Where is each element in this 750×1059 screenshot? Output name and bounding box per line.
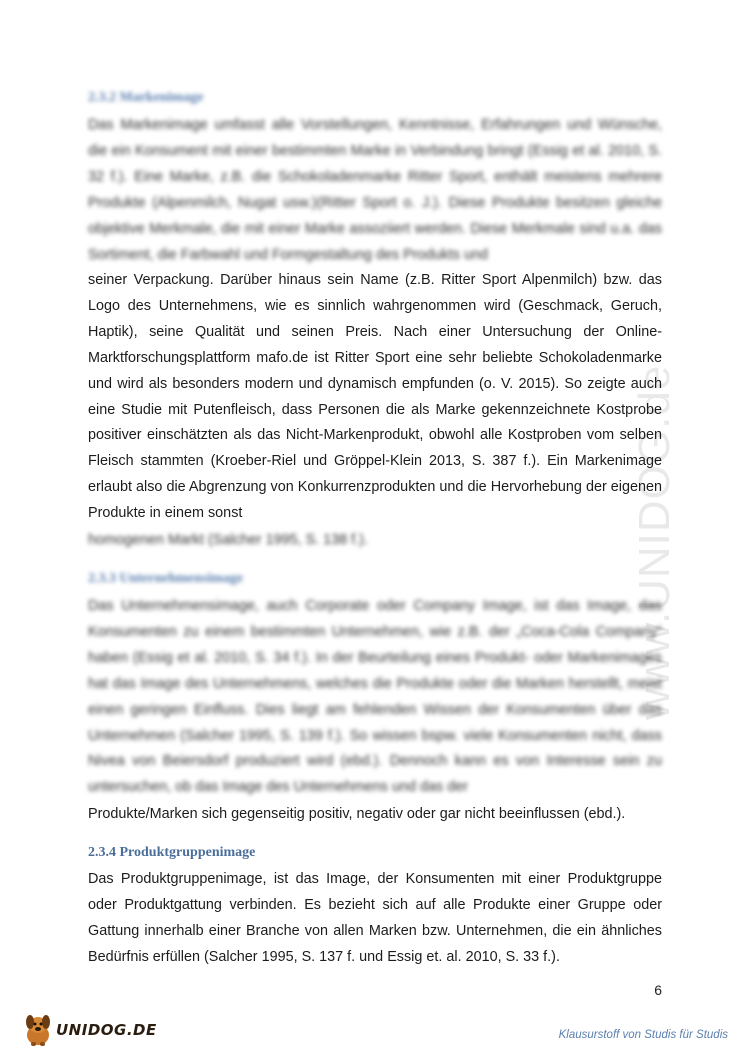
- section-2-3-3-blurred-text: Das Unternehmensimage, auch Corporate oder Company Image, ist das Image, das Konsumenten zu einem bestimmten Unternehmen, wie z.B. der „Coca-Cola Company“ haben (Essig et al. 2010, S. 34 f.). In der Beurteilung eines Produkt- oder Markenimages hat das Image des Unternehmens, welches die Produkte oder die Marken herstellt, meist einen geringen Einfluss. Dies liegt am fehlenden Wissen der Konsumenten über das Unternehmen (Salcher 1995, S. 139 f.). So wissen bspw. viele Konsumenten nicht, dass Nivea von Beiersdorf produziert wird (ebd.). Dennoch kann es von Interesse sein zu untersuchen, ob das Image des Unternehmens und das der: [88, 598, 662, 796]
- section-heading-2-3-3: 2.3.3 Unternehmensimage: [88, 571, 244, 586]
- section-2-3-3-text: Produkte/Marken sich gegenseitig positiv, negativ oder gar nicht beeinflussen (ebd.).: [88, 806, 626, 822]
- section-2-3-2-blurred-text: Das Markenimage umfasst alle Vorstellungen, Kenntnisse, Erfahrungen und Wünsche, die ein Konsument mit einer bestimmten Marke in Verbindung bringt (Essig et al. 2010, S. 32 f.). Eine Marke, z.B. die Schokoladenmarke Ritter Sport, enthält meistens mehrere Produkte (Alpenmilch, Nugat usw.)(Ritter Sport o. J.). Diese Produkte besitzen gleiche objektive Merkmale, die mit einer Marke assoziiert werden. Diese Merkmale sind u.a. das Sortiment, die Farbwahl und Formgestaltung des Produkts und: [88, 117, 662, 263]
- footer-slogan: Klausurstoff von Studis für Studis: [558, 1029, 728, 1041]
- unidog-logo[interactable]: [22, 1010, 162, 1050]
- logo-text: UNIDOG.DE: [56, 1021, 157, 1039]
- section-heading-2-3-4: 2.3.4 Produktgruppenimage: [88, 845, 256, 860]
- section-2-3-2-text: seiner Verpackung. Darüber hinaus sein Name (z.B. Ritter Sport Alpenmilch) bzw. das Logo des Unternehmens, wie es sinnlich wahrgenommen wird (Geschmack, Geruch, Haptik), seine Qualität und seinen Preis. Nach einer Untersuchung der Online-Marktforschungsplattform mafo.de ist Ritter Sport eine sehr beliebte Schokoladenmarke und wird als besonders modern und dynamisch empfunden (o. V. 2015). So zeigte auch eine Studie mit Putenfleisch, dass Personen die als Marke gekennzeichnete Kostprobe positiver einschätzten als das Nicht-Markenprodukt, obwohl alle Kostproben vom selben Fleisch stammten (Kroeber-Riel und Gröppel-Klein 2013, S. 387 f.). Ein Markenimage erlaubt also die Abgrenzung von Konkurrenzprodukten und die Hervorhebung der eigenen Produkte in einem sonst: [88, 272, 662, 522]
- section-2-3-2-blurred-tail: homogenen Markt (Salcher 1995, S. 138 f.).: [88, 532, 368, 548]
- page-number: 6: [654, 982, 662, 998]
- section-heading-2-3-2: 2.3.2 Markenimage: [88, 90, 204, 105]
- dog-icon: [22, 1013, 54, 1047]
- section-2-3-4-text: Das Produktgruppenimage, ist das Image, der Konsumenten mit einer Produktgruppe oder Produktgattung verbinden. Es bezieht sich auf alle Produkte einer Gruppe oder Gattung innerhalb einer Branche von allen Marken bzw. Unternehmen, die ein ähnliches Bedürfnis erfüllen (Salcher 1995, S. 137 f. und Essig et. al. 2010, S. 33 f.).: [88, 871, 662, 965]
- watermark: www.UNIDOG.de: [630, 364, 679, 720]
